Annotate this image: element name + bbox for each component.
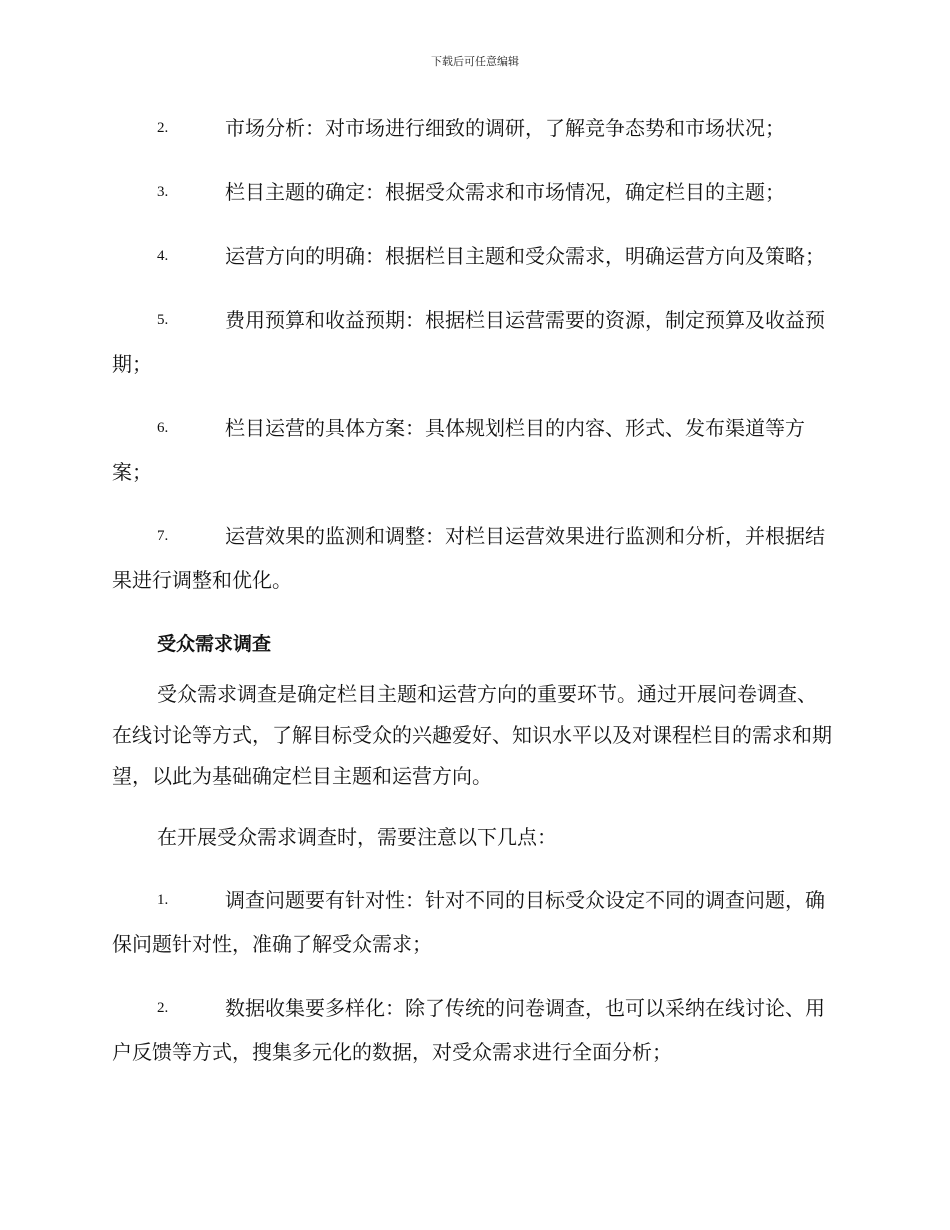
list-item [112,170,834,214]
paragraph: 受众需求调查是确定栏目主题和运营方向的重要环节。通过开展问卷调查、在线讨论等方式，了解目标受众的兴趣爱好、知识水平以及对课程栏目的需求和期望，以此为基础确定栏目主题和运营方向。 [112,682,832,788]
list-item-text: 栏目主题的确定：根据受众需求和市场情况，确定栏目的主题； [225,180,785,204]
section-heading: 受众需求调查 [157,633,272,655]
list-item-number: 2. [157,120,169,136]
list-item [112,514,834,602]
list-item-number: 3. [157,184,169,200]
document-body [112,106,834,1094]
list-item-text: 运营效果的监测和调整：对栏目运营效果进行监测和分析，并根据结果进行调整和优化。 [112,524,825,592]
list-item-number: 1. [157,892,169,908]
list-item-text: 栏目运营的具体方案：具体规划栏目的内容、形式、发布渠道等方案； [112,416,805,484]
list-item [112,106,834,150]
list-item [112,878,834,966]
list-item [112,298,834,386]
list-item [112,234,834,278]
list-item-text: 运营方向的明确：根据栏目主题和受众需求，明确运营方向及策略； [225,244,825,268]
list-item-number: 5. [157,312,169,328]
list-item [112,406,834,494]
paragraph: 在开展受众需求调查时，需要注意以下几点： [157,825,557,849]
list-item [112,986,834,1074]
page-header: 下载后可任意编辑 [431,55,519,68]
list-item-number: 7. [157,528,169,544]
list-item-text: 调查问题要有针对性：针对不同的目标受众设定不同的调查问题，确保问题针对性，准确了解受众需求； [112,888,825,956]
list-item-number: 2. [157,1000,169,1016]
list-item-text: 费用预算和收益预期：根据栏目运营需要的资源，制定预算及收益预期； [112,308,825,376]
list-item-text: 市场分析：对市场进行细致的调研，了解竞争态势和市场状况； [225,116,785,140]
list-item-number: 4. [157,248,169,264]
list-item-text: 数据收集要多样化：除了传统的问卷调查，也可以采纳在线讨论、用户反馈等方式，搜集多元化的数据，对受众需求进行全面分析； [112,996,825,1064]
list-item-number: 6. [157,420,169,436]
